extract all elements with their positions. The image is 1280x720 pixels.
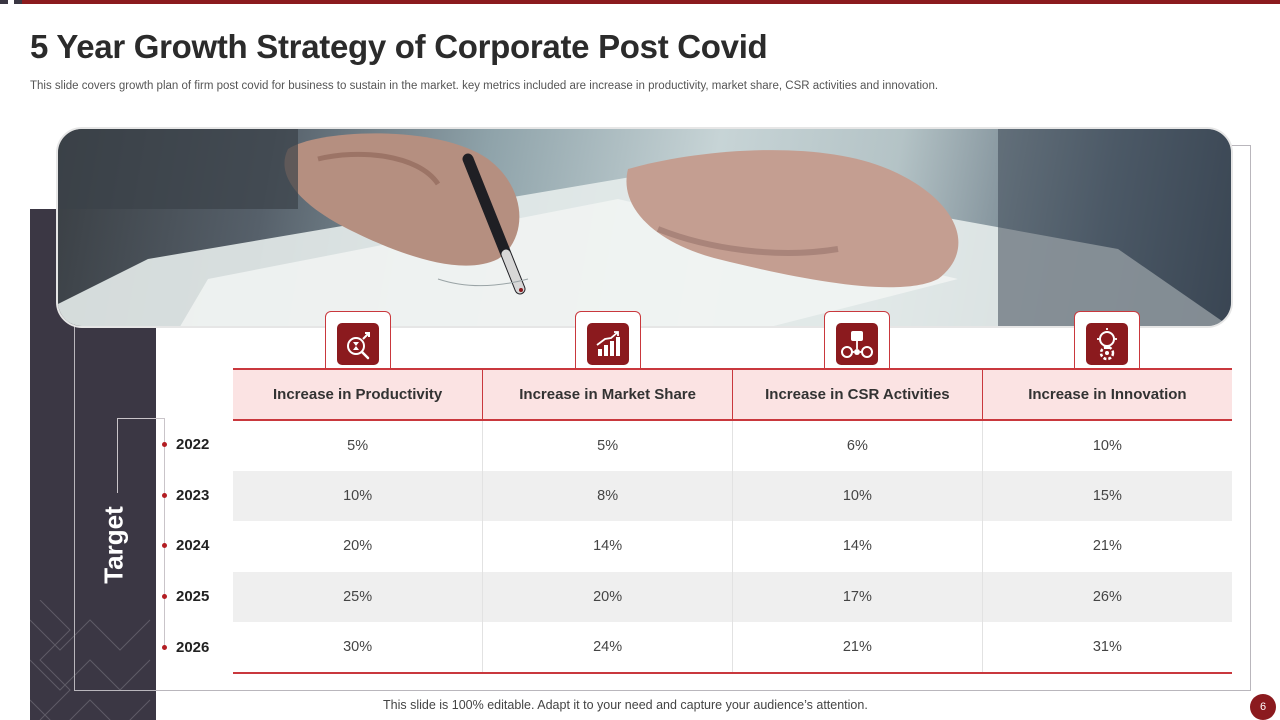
table-cell: 20%	[233, 521, 483, 572]
table-cell: 26%	[982, 572, 1232, 623]
table-cell: 31%	[982, 622, 1232, 673]
table-row	[233, 521, 1232, 572]
timeline-line	[164, 418, 165, 650]
timeline-dot-2025	[162, 594, 167, 599]
hero-photo	[56, 127, 1233, 328]
table-header-row	[233, 369, 1232, 420]
year-label-2022: 2022	[176, 436, 210, 453]
table-cell: 25%	[233, 572, 483, 623]
table-cell: 14%	[733, 521, 983, 572]
top-corner-mark-gap	[8, 0, 14, 4]
table-cell: 8%	[483, 471, 733, 522]
table-cell: 30%	[233, 622, 483, 673]
csr-network-icon	[836, 323, 878, 365]
table-cell: 17%	[733, 572, 983, 623]
slide-title: 5 Year Growth Strategy of Corporate Post Covid	[30, 28, 768, 65]
top-accent-bar	[0, 0, 1280, 4]
table-cell: 14%	[483, 521, 733, 572]
year-label-2026: 2026	[176, 639, 210, 656]
slide-subtitle: This slide covers growth plan of firm post covid for business to sustain in the market. key metrics included are increase in productivity, market share, CSR activities and innovation.	[30, 80, 939, 92]
target-label: Target	[98, 506, 129, 584]
year-label-2024: 2024	[176, 537, 210, 554]
table-row	[233, 471, 1232, 522]
innovation-gear-icon	[1086, 323, 1128, 365]
table-row	[233, 572, 1232, 623]
productivity-icon	[337, 323, 379, 365]
table-row	[233, 420, 1232, 471]
table-cell: 24%	[483, 622, 733, 673]
table-row	[233, 622, 1232, 673]
table-cell: 6%	[733, 420, 983, 471]
page-number-badge: 6	[1250, 694, 1276, 720]
table-cell: 21%	[982, 521, 1232, 572]
table-cell: 5%	[233, 420, 483, 471]
table-cell: 5%	[483, 420, 733, 471]
table-cell: 15%	[982, 471, 1232, 522]
timeline-dot-2023	[162, 493, 167, 498]
year-label-2023: 2023	[176, 487, 210, 504]
column-header-csr-activities: Increase in CSR Activities	[733, 369, 983, 420]
timeline-dot-2022	[162, 442, 167, 447]
column-header-innovation: Increase in Innovation	[982, 369, 1232, 420]
column-header-productivity: Increase in Productivity	[233, 369, 483, 420]
table-cell: 10%	[233, 471, 483, 522]
timeline-bracket	[117, 418, 164, 493]
table-cell: 21%	[733, 622, 983, 673]
footer-note: This slide is 100% editable. Adapt it to your need and capture your audience’s attention.	[383, 698, 868, 712]
market-share-chart-icon	[587, 323, 629, 365]
table-cell: 20%	[483, 572, 733, 623]
timeline-dot-2024	[162, 543, 167, 548]
year-label-2025: 2025	[176, 588, 210, 605]
hand-writing-illustration	[58, 129, 1233, 328]
timeline-dot-2026	[162, 645, 167, 650]
table-cell: 10%	[733, 471, 983, 522]
growth-target-table	[233, 368, 1232, 674]
column-header-market-share: Increase in Market Share	[483, 369, 733, 420]
table-cell: 10%	[982, 420, 1232, 471]
